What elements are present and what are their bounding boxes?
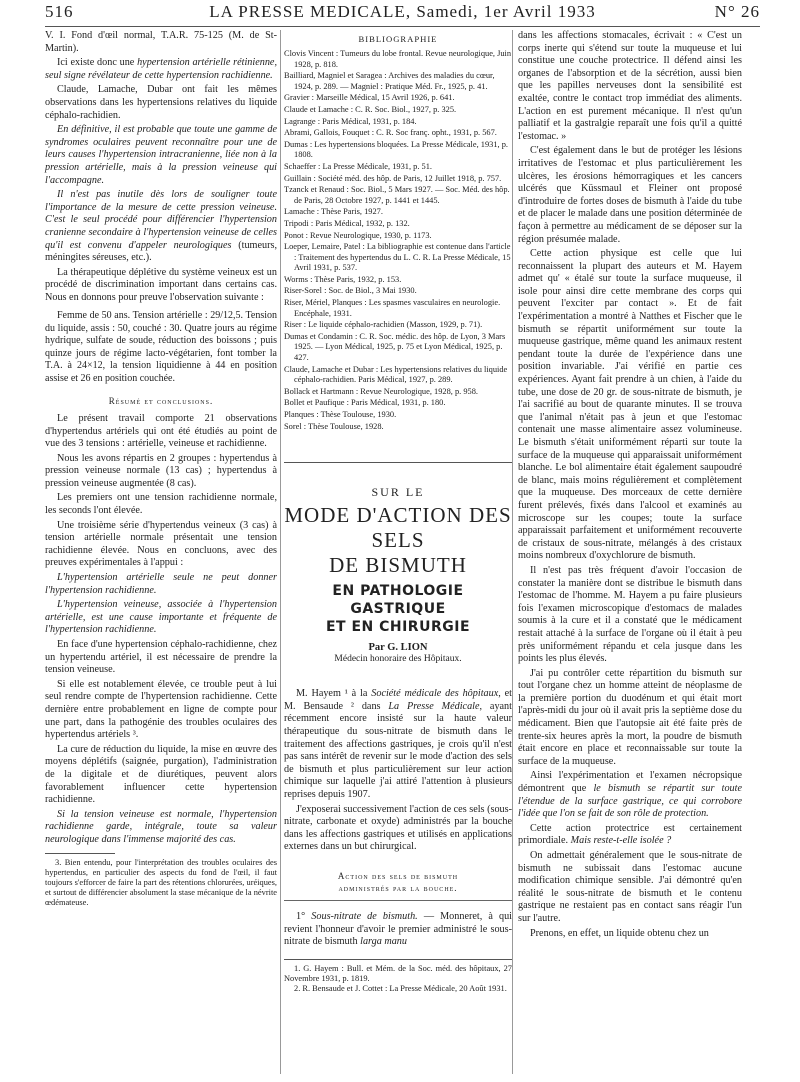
bibliography-entry: Claude, Lamache et Dubar : Les hypertensions relatives du liquide céphalo-rachidien. Paris Médical, 1927, p. 289.	[284, 364, 508, 385]
subtitle-line: EN PATHOLOGIE GASTRIQUE	[332, 583, 464, 618]
text-run: le bismuth se répartit sur toute l'étendue de la surface gastrique, ce qui corrobore l'idée que l'on se fait de son rôle de protection.	[518, 783, 742, 820]
text-run: hypertension artérielle rétinienne, seul signe révélateur de cette hypertension rachidienne.	[45, 57, 277, 81]
paragraph: On admettait généralement que le sous-nitrate de bismuth ne subissait dans l'estomac aucune modification chimique sensible. J'ai démontré qu'en réalité le sous-nitrate de bismuth et le contenu gastrique ne restaient pas en contact sans réagir l'un sur l'autre.	[518, 850, 742, 924]
article-kicker: SUR LE	[371, 485, 425, 500]
author-affiliation: Médecin honoraire des Hôpitaux.	[334, 654, 462, 665]
paragraph	[518, 770, 742, 820]
bibliography-entry: Tzanck et Renaud : Soc. Biol., 5 Mars 1927. — Soc. Méd. des hôp. de Paris, 28 Octobre 1927, p. 1441 et 1445.	[284, 185, 510, 205]
bibliography-entry: Ponot : Revue Neurologique, 1930, p. 1173.	[284, 230, 432, 240]
paragraph: En définitive, il est probable que toute une gamme de syndromes oculaires peuvent reconnaître pour une de leurs causes l'hypertension intracranienne, liée non à la pression artérielle, mais à la pression veineuse qui l'accompagne.	[45, 124, 277, 186]
section-heading: Résumé et conclusions.	[108, 395, 214, 406]
text-run: , ayant récemment encore insisté sur la haute valeur thérapeutique du sous-nitrate de bismuth dans le traitement des affections gastriques, je crois qu'il n'est pas sans intérêt de revenir sur le mode d'action des sels de bismuth et plus particulièrement sur leur action chimique sur laquelle j'ai attiré l'attention à plusieurs reprises depuis 1907.	[284, 700, 512, 800]
case-report: Femme de 50 ans. Tension artérielle : 29/12,5. Tension du liquide, assis : 50, couché : 30. Quatre jours au régime hydrique, sulfate de soude, réduction des boissons ; puis quinze jours de régime lacto-végétarien, font tomber la T.A. à 24×12, la tension liquidienne à 44 en position assise et 26 en position couchée.	[45, 310, 277, 384]
paragraph	[284, 911, 512, 949]
paragraph: Si elle est notablement élevée, ce trouble peut à lui seul rendre compte de l'hypertension rachidienne. Cette dernière entre probablement en ligne de compte pour une part, dans la pathogénie des troubles oculaires des hypertendus artériels ³.	[45, 678, 277, 741]
text-run: Sous-nitrate de bismuth.	[311, 910, 418, 922]
section-rule	[284, 462, 512, 463]
text-run: — Monneret, à qui revient l'honneur d'avoir le premier administré le sous-nitrate de bismuth	[284, 910, 513, 948]
paragraph	[45, 189, 277, 265]
paragraph: La thérapeutique déplétive du système veineux est un procédé de discrimination important dans certains cas. Nous en donnons pour preuve l'observation suivante :	[45, 266, 277, 303]
paragraph: En face d'une hypertension céphalo-rachidienne, chez un hypertendu artériel, il est nécessaire de prendre la tension veineuse.	[45, 639, 277, 676]
bibliography-entry: Lagrange : Paris Médical, 1931, p. 184.	[284, 116, 417, 126]
bibliography-entry: Sorel : Thèse Toulouse, 1928.	[284, 421, 384, 431]
paragraph: Claude, Lamache, Dubar ont fait les mêmes observations dans les hypertensions relatives du liquide céphalo-rachidien.	[45, 84, 277, 121]
text-run: Société médicale des hôpitaux	[371, 688, 499, 700]
journal-title: LA PRESSE MEDICALE, Samedi, 1er Avril 1933	[209, 2, 596, 21]
paragraph: L'hypertension artérielle seule ne peut donner l'hypertension rachidienne.	[45, 572, 277, 596]
bibliography-entry: Loeper, Lemaire, Patel : La bibliographie est contenue dans l'article : Traitement des hypertendus du L. C. R. La Presse Médicale, 15 Avril 1931, p. 537.	[284, 242, 511, 273]
footnote-rule	[45, 853, 115, 854]
bibliography-entry: Guillain : Société méd. des hôp. de Paris, 12 Juillet 1918, p. 757.	[284, 173, 502, 183]
heading-line: administrés par la bouche.	[338, 882, 458, 893]
paragraph: L'hypertension veineuse, associée à l'hypertension artérielle, est une cause importante et fréquente de l'hypertension rachidienne.	[45, 599, 277, 636]
article-author: Par G. LION	[368, 642, 428, 654]
paragraph: Il n'est pas très fréquent d'avoir l'occasion de constater la manière dont se distribue le bismuth dans l'estomac de l'homme. M. Hayem a pu faire plusieurs fois l'examen microscopique d'estomacs de malades soumis à la cure et il a constaté que le médicament restait attaché à la surface de l'organe où il était à peu près uniformément répandu et cela jusque dans les points les plus élevés.	[518, 564, 742, 665]
bibliography-entry: Gravier : Marseille Médical, 15 Avril 1926, p. 641.	[284, 93, 455, 103]
paragraph: dans les affections stomacales, écrivait : « C'est un corps inerte qui s'étend sur toute la muqueuse et lui constitue une couche protectrice. Il défend ainsi les organes de l'absorption et de la sécrétion, aussi bien que les papilles nerveuses dont la sensibilité est exaltée, contre le contact trop immédiat des aliments. L'action en est purement mécanique. Il n'est qu'un palliatif et la gastralgie reparaît une fois qu'il a quitté l'estomac. »	[518, 30, 742, 142]
bibliography-entry: Tripodi : Paris Médical, 1932, p. 132.	[284, 218, 410, 228]
paragraph	[45, 57, 277, 82]
column-divider	[512, 30, 513, 1074]
article-title: DE BISMUTH	[329, 553, 467, 578]
text-run: Mais reste-t-elle isolée ?	[570, 835, 672, 847]
issue-number: N° 26	[714, 2, 760, 21]
bibliography-entry: Riser-Sorel : Soc. de Biol., 3 Mai 1930.	[284, 286, 417, 296]
paragraph: Une troisième série d'hypertendus veineux (3 cas) à tension artérielle normale présentait une tension rachidienne élevée. Nous en concluons, avec des preuves expérimentales à l'appui :	[45, 519, 277, 569]
bibliography-entry: Bailliard, Magniel et Saragea : Archives des maladies du cœur, 1924, p. 289. — Magniel : Pratique Méd. Fr., 1925, p. 41.	[284, 71, 495, 91]
text-run: , et M. Bensaude ² dans	[284, 688, 513, 712]
subtitle-line: ET EN CHIRURGIE	[325, 619, 471, 636]
section-heading	[284, 870, 512, 894]
column-3	[518, 30, 742, 942]
column-1	[45, 30, 277, 909]
page-number: 516	[45, 2, 74, 21]
footnote: 1. G. Hayem : Bull. et Mém. de la Soc. méd. des hôpitaux, 27 Novembre 1931, p. 1819.	[284, 963, 512, 983]
paragraph: V. I. Fond d'œil normal, T.A.R. 75-125 (M. de St-Martin).	[45, 30, 277, 54]
text-run: M. Hayem ¹ à la	[296, 688, 372, 700]
paragraph: Si la tension veineuse est normale, l'hypertension rachidienne garde, intégrale, toute sa valeur neurologique dans l'immense majorité des cas.	[45, 808, 277, 845]
page-header	[45, 2, 760, 24]
bibliography-heading: BIBLIOGRAPHIE	[358, 34, 438, 44]
paragraph: C'est également dans le but de protéger les lésions irritatives de l'estomac et plus particulièrement les ulcères, les érosions hémorragiques et les cancers ulcérés que Küssmaul et Fleiner ont proposé d'introduire de fortes doses de bismuth à l'aide du tube et de placer le malade dans une position déterminée de façon à permettre au médicament de se déposer sur la région présumée malade.	[518, 145, 742, 245]
section-rule	[284, 900, 512, 901]
bibliography-entry: Planques : Thèse Toulouse, 1930.	[284, 410, 397, 419]
paragraph: Le présent travail comporte 21 observations d'hypertendus artériels qui ont été étudiés au point de vue des 3 tensions : artérielle, veineuse et rachidienne.	[45, 412, 277, 450]
bibliography-entry: Riser : Le liquide céphalo-rachidien (Masson, 1929, p. 71).	[284, 320, 483, 330]
paragraph: J'exposerai successivement l'action de ces sels (sous-nitrate, carbonate et oxyde) administrés par la bouche dans les affections gastriques et utilisés en applications externes dans un but chirurgical.	[284, 803, 512, 853]
header-rule	[45, 26, 760, 27]
paragraph: Nous les avons répartis en 2 groupes : hypertendus à pression veineuse normale (13 cas) ; hypertendus à pression veineuse augmentée (8 cas).	[45, 452, 277, 489]
text-run: larga manu	[360, 936, 407, 948]
text-run: Ainsi l'expérimentation et l'examen nécropsique démontrent que	[518, 770, 742, 795]
bibliography-entry: Claude et Lamache : C. R. Soc. Biol., 1927, p. 325.	[284, 104, 457, 114]
column-2	[284, 30, 512, 994]
bibliography-entry: Schaeffer : La Presse Médicale, 1931, p. 51.	[284, 161, 432, 171]
footnote-rule	[284, 959, 512, 960]
text-run: Ici existe donc une	[57, 57, 138, 69]
bibliography-entry: Dumas : Les hypertensions bloquées. La Presse Médicale, 1931, p. 1808.	[284, 139, 508, 160]
footnote: 3. Bien entendu, pour l'interprétation des troubles oculaires des hypertendus, en particulier des aspects du fond de l'œil, il faut toujours s'efforcer de faire la part des rétentions chlorurées, uréiques, et surtout de différencier absolument la stase mécanique de la névrite œdémateuse.	[45, 857, 277, 908]
bibliography-entry: Riser, Mériel, Planques : Les spasmes vasculaires en neurologie. Encéphale, 1931.	[284, 298, 501, 318]
column-divider	[280, 30, 281, 1074]
bibliography-entry: Lamache : Thèse Paris, 1927.	[284, 207, 383, 217]
paragraph: La cure de réduction du liquide, la mise en œuvre des moyens déplétifs (saignée, purgation), l'administration de la digitale et de diurétiques, peuvent alors favorablement influencer cette hypertension rachidienne.	[45, 743, 277, 806]
footnote: 2. R. Bensaude et J. Cottet : La Presse Médicale, 20 Août 1931.	[294, 984, 507, 994]
bibliography-entry: Dumas et Condamin : C. R. Soc. médic. des hôp. de Lyon, 3 Mars 1925. — Lyon Médical, 1925, p. 75 et Lyon Médical, 1925, p. 427.	[284, 331, 506, 363]
paragraph: Cette action physique est celle que lui reconnaissent la plupart des auteurs et M. Hayem admet qu' « étalé sur toute la surface muqueuse, il isole pour ainsi dire cette membrane des corps qui peuvent l'exciter par contact ». Et de fait l'expérimentation a montré à Natthes et Fischer que le bismuth se répartit uniformément sur toute la muqueuse gastrique, même quand les animaux restent pendant toute la durée de l'expérience dans une position invariable. J'ai vérifié en partie ces expériences. Ayant fait prendre à un chien, à l'aide du tube, une dose de 20 gr. de sous-nitrate de bismuth, je l'ai sacrifié au bout de quarante minutes. Il se trouva que l'animal n'était pas à jeun et que l'estomac contenait une masse alimentaire assez volumineuse. Le bismuth s'était uniformément réparti sur toute la surface de la muqueuse qui apparaissait uniformément blanche. Le bol alimentaire était également saupoudré de blanc, mais moins régulièrement et complètement que la muqueuse. Des morceaux de cette dernière furent prélevés, fixés dans l'alcool et examinés au microscope sur les coupes; toute la surface apparaissait parfaitement et uniformément recouverte de cristaux de sous-nitrate, mélangés à des cristaux moins nombreux d'oxychlorure de bismuth.	[518, 248, 742, 562]
paragraph: J'ai pu contrôler cette répartition du bismuth sur tout l'organe chez un homme atteint de néoplasme de la première portion du duodénum et qui était mort l'après-midi du jour où il avait pris la septième dose du médicament. Bien que l'autopsie ait été faite près de trente-six heures après la mort, la poudre de bismuth était encore en place et reconnaissable sur toute la surface de la muqueuse.	[518, 667, 742, 767]
bibliography-entry: Bollack et Hartmann : Revue Neurologique, 1928, p. 958.	[284, 386, 478, 396]
paragraph: Prenons, en effet, un liquide obtenu chez un	[530, 927, 709, 939]
bibliography-entry: Clovis Vincent : Tumeurs du lobe frontal. Revue neurologique, Juin 1928, p. 818.	[284, 49, 512, 69]
article-subtitle	[284, 582, 512, 636]
bibliography-entry: Bollet et Paufique : Paris Médical, 1931, p. 180.	[284, 398, 446, 408]
text-run: (tumeurs, méningites séreuses, etc.).	[45, 239, 277, 264]
text-run: Cette action protectrice est certainement primordiale.	[518, 822, 742, 847]
bibliography-entry: Abrami, Gallois, Fouquet : C. R. Soc franç. opht., 1931, p. 567.	[284, 128, 497, 138]
bibliography-entry: Worms : Thèse Paris, 1932, p. 153.	[284, 274, 402, 284]
paragraph: Les premiers ont une tension rachidienne normale, les seconds l'ont élevée.	[45, 492, 277, 517]
text-run: La Presse Médicale	[388, 700, 480, 712]
heading-line: Action des sels de bismuth	[337, 870, 459, 881]
paragraph	[518, 823, 742, 848]
paragraph	[284, 688, 512, 801]
text-run: Il n'est pas inutile dès lors de souligner toute l'importance de la mesure de cette pression veineuse. C'est le seul procédé pour différencier l'hypertension cranienne secondaire à l'hypertension veineuse de celles qu'il est convenu d'appeler neurologiques	[45, 189, 277, 251]
article-title: MODE D'ACTION DES SELS	[284, 503, 512, 553]
text-run: 1°	[296, 910, 312, 922]
bibliography-list	[284, 49, 512, 432]
